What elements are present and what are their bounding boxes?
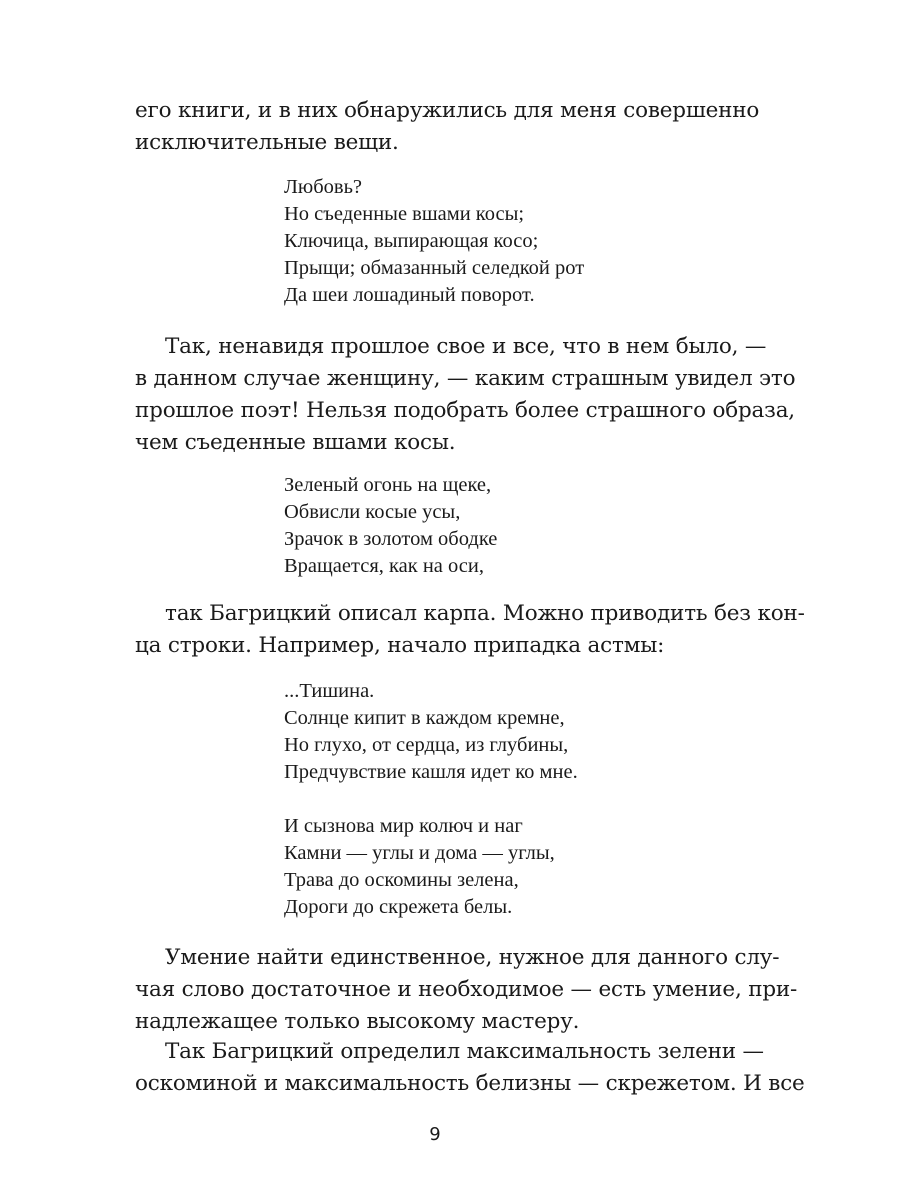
verse-line: Но съеденные вшами косы; — [284, 203, 525, 225]
verse-line: И сызнова мир колюч и наг — [284, 815, 523, 837]
text-line: оскоминой и максимальность белизны — скрежетом. И все — [135, 1071, 805, 1096]
verse-line: Предчувствие кашля идет ко мне. — [284, 761, 578, 783]
poem-stanza — [284, 813, 555, 921]
verse-line: Зеленый огонь на щеке, — [284, 474, 492, 496]
text-line: Так, ненавидя прошлое свое и все, что в нем было, — — [165, 334, 767, 359]
poem-stanza — [284, 174, 584, 309]
page-number: 9 — [429, 1124, 441, 1145]
text-line: его книги, и в них обнаружились для меня совершенно — [135, 98, 760, 123]
paragraph — [135, 942, 798, 1038]
text-line: исключительные вещи. — [135, 130, 399, 155]
text-line: ца строки. Например, начало припадка астмы: — [135, 633, 665, 658]
verse-line: Прыщи; обмазанный селедкой рот — [284, 257, 585, 279]
text-line: Умение найти единственное, нужное для данного слу- — [165, 945, 780, 970]
verse-line: ...Тишина. — [284, 680, 375, 702]
text-line: надлежащее только высокому мастеру. — [135, 1009, 580, 1034]
paragraph — [135, 95, 760, 159]
poem-stanza — [284, 472, 497, 580]
text-line: прошлое поэт! Нельзя подобрать более страшного образа, — [135, 398, 795, 423]
verse-line: Вращается, как на оси, — [284, 555, 484, 577]
verse-line: Ключица, выпирающая косо; — [284, 230, 539, 252]
paragraph — [135, 598, 805, 662]
paragraph — [135, 331, 796, 459]
poem-stanza — [284, 678, 578, 786]
verse-line: Трава до оскомины зелена, — [284, 869, 519, 891]
verse-line: Солнце кипит в каждом кремне, — [284, 707, 565, 729]
verse-line: Зрачок в золотом ободке — [284, 528, 498, 550]
verse-line: Камни — углы и дома — углы, — [284, 842, 555, 864]
paragraph — [135, 1036, 805, 1100]
verse-line: Но глухо, от сердца, из глубины, — [284, 734, 569, 756]
verse-line: Да шеи лошадиный поворот. — [284, 284, 535, 306]
text-line: чая слово достаточное и необходимое — есть умение, при- — [135, 977, 798, 1002]
verse-line: Обвисли косые усы, — [284, 501, 461, 523]
verse-line: Любовь? — [284, 176, 363, 198]
text-line: в данном случае женщину, — каким страшным увидел это — [135, 366, 796, 391]
verse-line: Дороги до скрежета белы. — [284, 896, 513, 918]
text-line: чем съеденные вшами косы. — [135, 430, 456, 455]
text-line: Так Багрицкий определил максимальность зелени — — [165, 1039, 764, 1064]
text-line: так Багрицкий описал карпа. Можно приводить без кон- — [165, 601, 805, 626]
